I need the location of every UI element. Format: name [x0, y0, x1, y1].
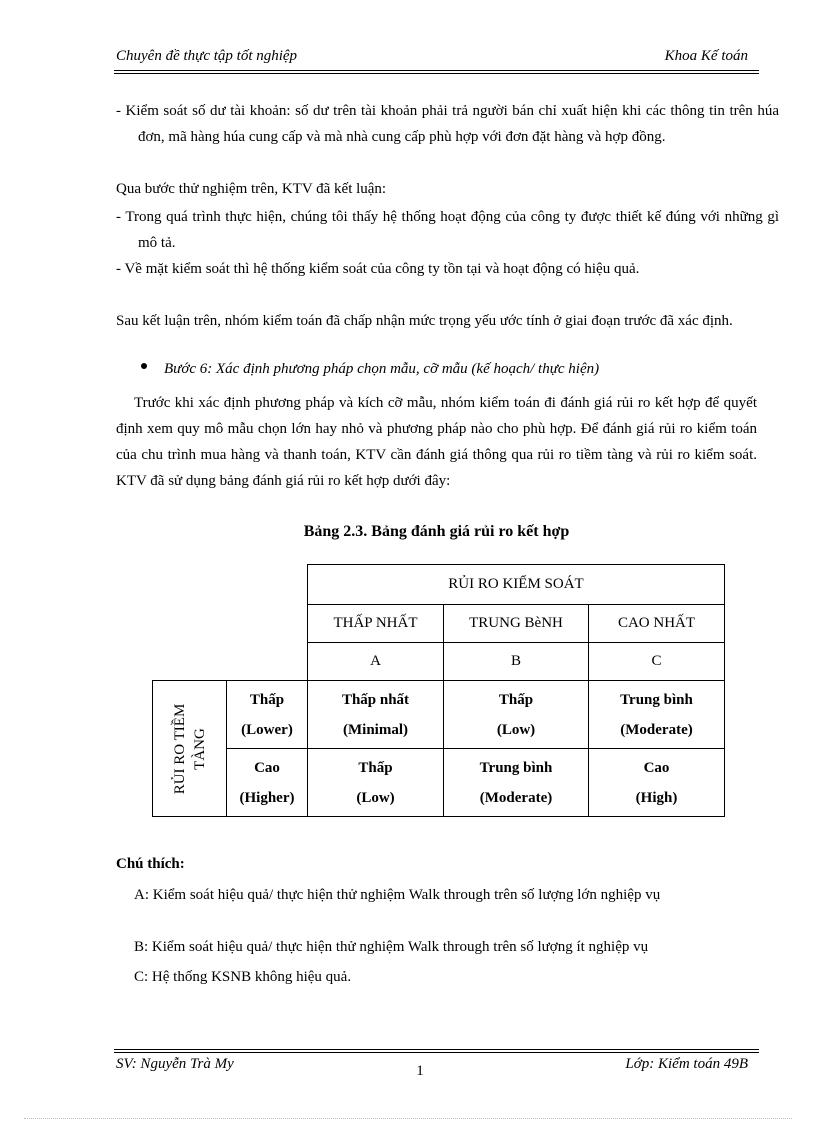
column-header: THẤP NHẤT [308, 605, 444, 643]
paragraph-risk-assessment: Trước khi xác định phương pháp và kích cỡ mẫu, nhóm kiểm toán đi đánh giá rủi ro kết hợp để quyết định xem quy mô mẫu chọn lớn hay nhỏ và phương pháp nào cho phù hợp. Để đánh giá rủi ro kiểm toán của chu trình mua hàng và thanh toán, KTV cần đánh giá thông qua rủi ro tiềm tàng và rủi ro kiểm soát. KTV đã sử dụng bảng đánh giá rủi ro kết hợp dưới đây: [116, 395, 757, 489]
row-label: Thấp (Lower) [227, 681, 308, 749]
inherent-risk-header-cell [153, 681, 227, 817]
paragraph-design-conclusion: - Trong quá trình thực hiện, chúng tôi thấy hệ thống hoạt động của công ty được thiết kế đúng với những gì mô tả. [116, 209, 779, 251]
paragraph-operation-conclusion: - Về mặt kiểm soát thì hệ thống kiểm soát của công ty tồn tại và hoạt động có hiệu quả. [116, 261, 640, 277]
table-blank-corner [153, 565, 308, 605]
table-cell: Cao (High) [589, 749, 725, 817]
row-label: Cao (Higher) [227, 749, 308, 817]
header-rule [114, 70, 759, 71]
column-header: CAO NHẤT [589, 605, 725, 643]
note-c: C: Hệ thống KSNB không hiệu quả. [134, 969, 352, 985]
note-a: A: Kiểm soát hiệu quả/ thực hiện thử nghiệm Walk through trên số lượng lớn nghiệp vụ [134, 887, 661, 903]
column-header: TRUNG BèNH [444, 605, 589, 643]
page-edge-divider [24, 1118, 792, 1119]
column-code: B [444, 643, 589, 681]
footer-rule-2 [114, 1052, 759, 1053]
note-b: B: Kiểm soát hiệu quả/ thực hiện thử nghiệm Walk through trên số lượng ít nghiệp vụ [134, 939, 649, 955]
paragraph-conclusion-intro: Qua bước thử nghiệm trên, KTV đã kết luận: [116, 181, 387, 197]
footer-rule [114, 1049, 759, 1050]
footer-class: Lớp: Kiểm toán 49B [625, 1056, 748, 1072]
paragraph-balance-control: - Kiểm soát số dư tài khoản: số dư trên tài khoản phải trả người bán chỉ xuất hiện khi các thông tin trên húa đơn, mã hàng húa cung cấp và mà nhà cung cấp phù hợp với đơn đặt hàng và hợp đồng. [116, 103, 779, 145]
table-cell: Thấp nhất (Minimal) [308, 681, 444, 749]
table-title: Bảng 2.3. Bảng đánh giá rủi ro kết hợp [303, 523, 570, 540]
column-code: A [308, 643, 444, 681]
inherent-risk-header: RỦI RO TIỀM TÀNG [171, 703, 208, 794]
column-code: C [589, 643, 725, 681]
table-cell: Thấp (Low) [444, 681, 589, 749]
header-right: Khoa Kế toán [664, 48, 748, 64]
control-risk-header: RỦI RO KIỂM SOÁT [308, 565, 725, 605]
bullet-icon [141, 363, 147, 369]
page-number: 1 [416, 1063, 424, 1079]
table-cell: Thấp (Low) [308, 749, 444, 817]
header-rule-2 [114, 73, 759, 74]
footer-student: SV: Nguyễn Trà My [116, 1056, 234, 1072]
table-cell: Trung bình (Moderate) [444, 749, 589, 817]
header-left: Chuyên đề thực tập tốt nghiệp [116, 48, 298, 64]
paragraph-materiality: Sau kết luận trên, nhóm kiểm toán đã chấp nhận mức trọng yếu ước tính ở giai đoạn trước đã xác định. [116, 313, 733, 329]
table-cell: Trung bình (Moderate) [589, 681, 725, 749]
notes-heading: Chú thích: [116, 856, 185, 872]
risk-matrix-table [152, 564, 725, 817]
step6-heading: Bước 6: Xác định phương pháp chọn mẫu, cỡ mẫu (kế hoạch/ thực hiện) [164, 361, 600, 377]
